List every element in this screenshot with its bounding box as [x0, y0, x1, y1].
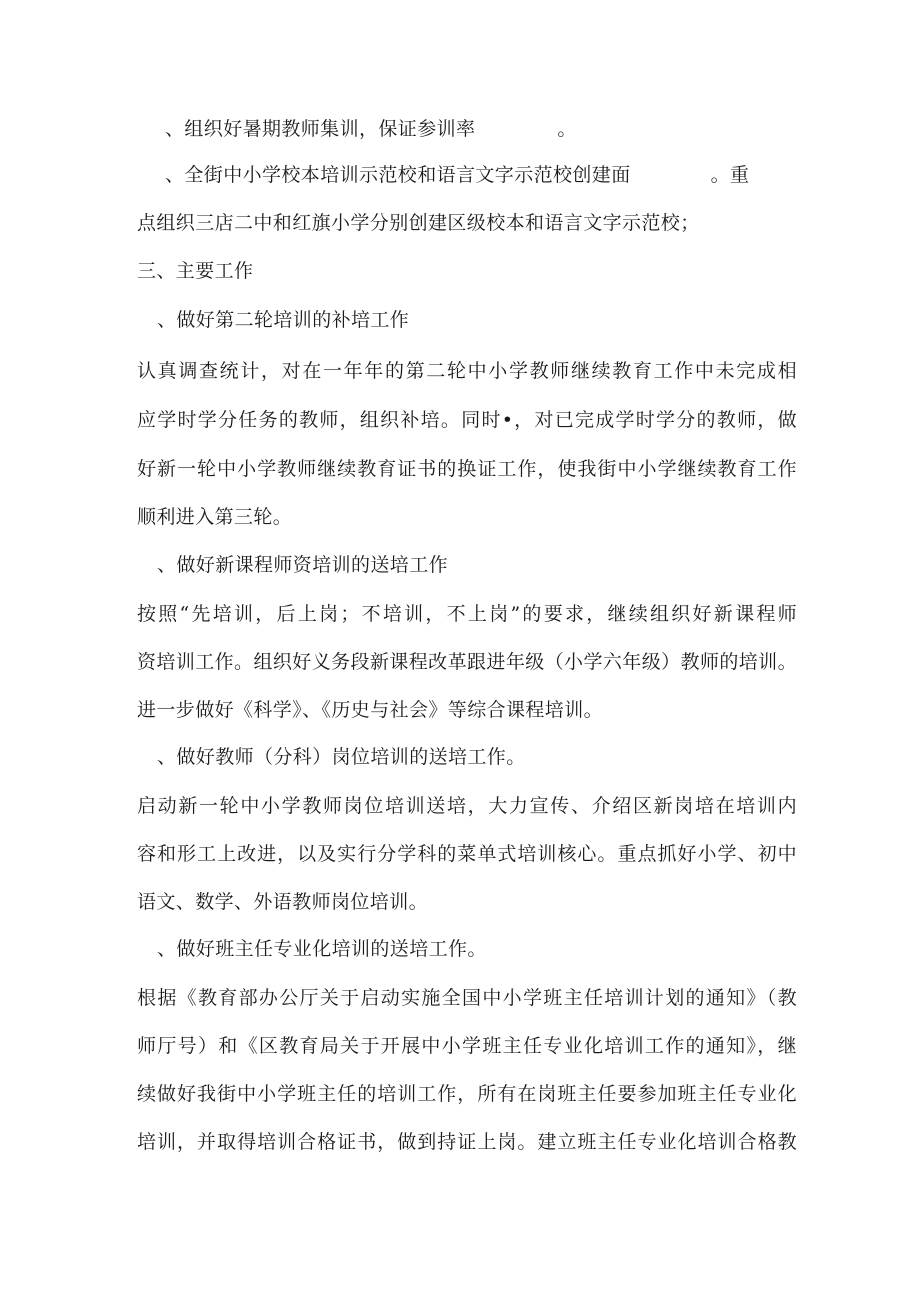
text-line-13: 进一步做好《科学》、《历史与社会》等综合课程培训。	[137, 699, 604, 721]
text-line-3: 点组织三店二中和红旗小学分别创建区级校本和语言文字示范校；	[137, 212, 700, 234]
text-line-17: 语文、数学、外语教师岗位培训。	[137, 891, 429, 913]
text-line-6: 认真调查统计，对在一年年的第二轮中小学教师继续教育工作中未完成相	[137, 360, 797, 382]
text-line-7: 应学时学分任务的教师，组织补培。同时•，对已完成学时学分的教师，做	[137, 409, 797, 431]
item-heading-3: 、做好教师（分科）岗位培训的送培工作。	[157, 746, 526, 768]
text-line-2-tail: 。重	[710, 164, 750, 186]
text-line-9: 顺利进入第三轮。	[137, 506, 293, 528]
section-heading: 三、主要工作	[137, 260, 254, 282]
text-line-8: 好新一轮中小学教师继续教育证书的换证工作，使我街中小学继续教育工作	[137, 458, 797, 480]
text-line-16: 容和形工上改进，以及实行分学科的菜单式培训核心。重点抓好小学、初中	[137, 843, 797, 865]
text-line-2-body: 、全街中小学校本培训示范校和语言文字示范校创建面	[165, 164, 631, 186]
text-line-1-body: 、组织好暑期教师集训，保证参训率	[165, 118, 476, 140]
text-line-12: 资培训工作。组织好义务段新课程改革跟进年级（小学六年级）教师的培训。	[137, 651, 797, 673]
text-line-19: 根据《教育部办公厅关于启动实施全国中小学班主任培训计划的通知》（教	[137, 987, 797, 1009]
text-line-11: 按照“先培训，后上岗；不培训，不上岗”的要求，继续组织好新课程师	[137, 603, 797, 625]
item-heading-1: 、做好第二轮培训的补培工作	[157, 309, 410, 331]
text-line-15: 启动新一轮中小学教师岗位培训送培，大力宣传、介绍区新岗培在培训内	[137, 795, 797, 817]
item-heading-2: 、做好新课程师资培训的送培工作	[157, 554, 449, 576]
item-heading-4: 、做好班主任专业化培训的送培工作。	[157, 938, 487, 960]
text-line-22: 培训，并取得培训合格证书，做到持证上岗。建立班主任专业化培训合格教	[137, 1131, 797, 1153]
text-line-20: 师厅号）和《区教育局关于开展中小学班主任专业化培训工作的通知》，继	[137, 1035, 797, 1057]
text-line-1-tail: 。	[557, 118, 577, 140]
text-line-2	[165, 162, 749, 188]
text-line-1	[165, 116, 577, 142]
text-line-21: 续做好我街中小学班主任的培训工作，所有在岗班主任要参加班主任专业化	[137, 1083, 797, 1105]
